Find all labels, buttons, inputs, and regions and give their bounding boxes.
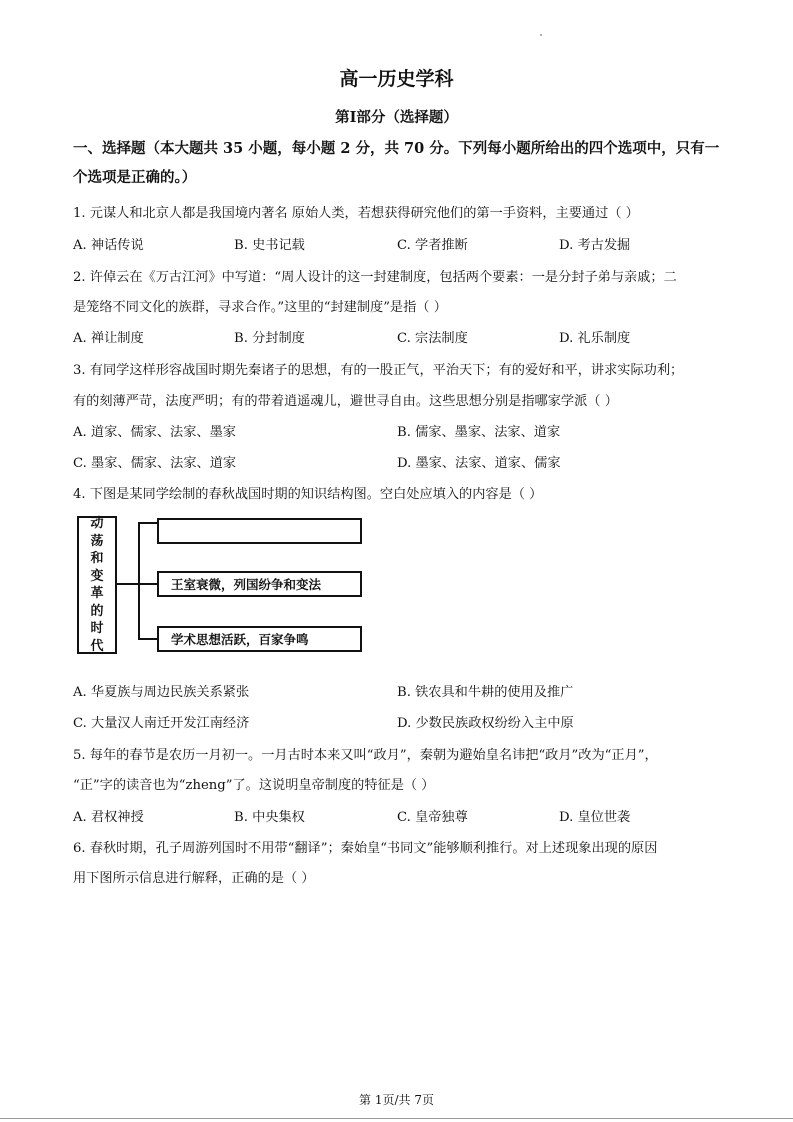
connector-branch-3 xyxy=(138,638,157,640)
diagram-blank-box xyxy=(157,518,362,544)
question-6-line-2: 用下图所示信息进行解释，正确的是（ ） xyxy=(73,871,315,886)
question-2-line-2: 是笼络不同文化的族群，寻求合作。”这里的“封建制度”是指（ ） xyxy=(73,300,447,315)
question-2-line-1: 2. 许倬云在《万古江河》中写道：“周人设计的这一封建制度，包括两个要素：一是分封子弟与亲戚；二 xyxy=(73,270,677,285)
q4-option-a: A. 华夏族与周边民族关系紧张 xyxy=(73,685,250,700)
page-title: 高一历史学科 xyxy=(339,68,454,90)
section-heading: 一、选择题（本大题共 35 小题，每小题 2 分，共 70 分。下列每小题所给出的四个选项中，只有一个选项是正确的。） xyxy=(73,140,720,186)
q3-option-d: D. 墨家、法家、道家、儒家 xyxy=(397,456,561,471)
question-3-line-1: 3. 有同学这样形容战国时期先秦诸子的思想，有的一股正气，平治天下；有的爱好和平，讲求实际功利； xyxy=(73,363,684,378)
q3-option-b: B. 儒家、墨家、法家、道家 xyxy=(397,425,561,440)
root-char: 的 xyxy=(90,603,104,619)
q5-option-d: D. 皇位世袭 xyxy=(559,810,631,825)
q5-option-a: A. 君权神授 xyxy=(73,810,144,825)
q4-option-d: D. 少数民族政权纷纷入主中原 xyxy=(397,716,574,731)
part-heading: 第Ⅰ部分（选择题） xyxy=(335,109,458,126)
scan-dot xyxy=(540,34,542,36)
diagram-box-3: 学术思想活跃，百家争鸣 xyxy=(157,626,362,652)
question-5-line-2: “正”字的读音也为“zheng”了。这说明皇帝制度的特征是（ ） xyxy=(73,778,435,793)
q5-option-c: C. 皇帝独尊 xyxy=(397,810,468,825)
q1-option-a: A. 神话传说 xyxy=(73,238,144,253)
question-5-line-1: 5. 每年的春节是农历一月初一。一月古时本来又叫“政月”，秦朝为避始皇名讳把“政月”改为“正月”， xyxy=(73,748,658,763)
diagram-root-label xyxy=(77,516,117,654)
question-1-text: 1. 元谋人和北京人都是我国境内著名 原始人类，若想获得研究他们的第一手资料，主要通过（ ） xyxy=(73,206,639,221)
q2-option-a: A. 禅让制度 xyxy=(73,331,144,346)
q1-option-c: C. 学者推断 xyxy=(397,238,468,253)
connector-branch-2 xyxy=(138,583,157,585)
page-number: 第 1页/共 7页 xyxy=(359,1093,434,1107)
diagram-box-2: 王室衰微，列国纷争和变法 xyxy=(157,571,362,597)
root-char: 和 xyxy=(90,551,104,566)
q2-option-d: D. 礼乐制度 xyxy=(559,331,631,346)
question-6-line-1: 6. 春秋时期，孔子周游列国时不用带“翻译”；秦始皇“书同文”能够顺利推行。对上述现象出现的原因 xyxy=(73,841,658,856)
root-char: 革 xyxy=(90,586,104,601)
connector-bracket xyxy=(138,522,140,640)
bottom-rule xyxy=(0,1118,793,1119)
q1-option-b: B. 史书记载 xyxy=(234,238,305,253)
root-char: 变 xyxy=(90,568,104,584)
q2-option-b: B. 分封制度 xyxy=(234,331,305,346)
knowledge-structure-diagram xyxy=(77,516,377,656)
q3-option-a: A. 道家、儒家、法家、墨家 xyxy=(73,425,236,440)
root-char: 动 xyxy=(90,516,104,531)
q4-option-c: C. 大量汉人南迁开发江南经济 xyxy=(73,716,250,731)
q5-option-b: B. 中央集权 xyxy=(234,810,305,825)
q4-option-b: B. 铁农具和牛耕的使用及推广 xyxy=(397,685,574,700)
connector-horizontal xyxy=(115,583,139,585)
connector-branch-1 xyxy=(138,522,157,524)
q1-option-d: D. 考古发掘 xyxy=(559,238,631,253)
root-char: 代 xyxy=(90,638,104,654)
root-char: 荡 xyxy=(90,533,104,549)
question-4-text: 4. 下图是某同学绘制的春秋战国时期的知识结构图。空白处应填入的内容是（ ） xyxy=(73,487,543,502)
question-3-line-2: 有的刻薄严苛，法度严明；有的带着逍遥魂儿，避世寻自由。这些思想分别是指哪家学派（ ） xyxy=(73,394,618,409)
q3-option-c: C. 墨家、儒家、法家、道家 xyxy=(73,456,237,471)
q2-option-c: C. 宗法制度 xyxy=(397,331,468,346)
root-char: 时 xyxy=(90,621,104,636)
